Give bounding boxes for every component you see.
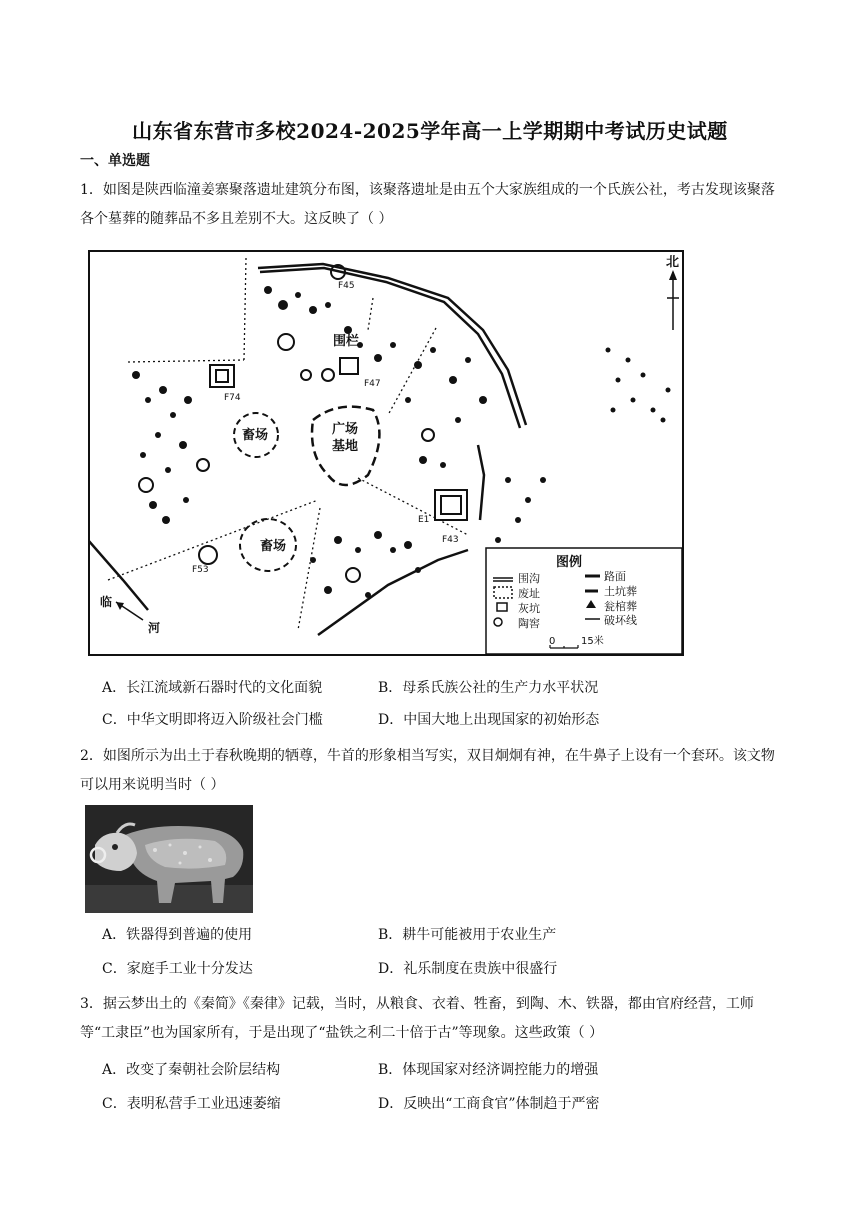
page-title: 山东省东营市多校2024-2025学年高一上学期期中考试历史试题 [132,119,728,143]
q2-option-b[interactable]: B．耕牛可能被用于农业生产 [378,927,557,943]
label-f74: F74 [224,393,241,403]
label-river-1: 临 [100,595,113,609]
svg-text:0: 0 [549,636,556,647]
q2-option-c[interactable]: C．家庭手工业十分发达 [102,961,253,977]
section-heading: 一、单选题 [80,153,150,169]
svg-text:瓮棺葬: 瓮棺葬 [604,600,637,613]
q2-option-d[interactable]: D．礼乐制度在贵族中很盛行 [378,961,558,977]
svg-text:路面: 路面 [604,570,626,583]
label-plaza-2: 基地 [332,439,359,454]
label-f53: F53 [192,565,209,575]
svg-text:土坑葬: 土坑葬 [604,585,637,598]
label-f47: F47 [364,379,381,389]
svg-text:灰坑: 灰坑 [518,602,540,615]
svg-text:围沟: 围沟 [518,572,540,585]
q3-option-b[interactable]: B．体现国家对经济调控能力的增强 [378,1062,599,1078]
map-legend [486,548,682,654]
label-pen-1: 畜场 [242,428,269,443]
q1-option-c[interactable]: C．中华文明即将迈入阶级社会门槛 [102,712,323,728]
q1-option-a[interactable]: A．长江流域新石器时代的文化面貌 [102,680,323,696]
svg-text:15米: 15米 [581,636,604,647]
q1-option-b[interactable]: B．母系氏族公社的生产力水平状况 [378,680,599,696]
ox-zun-bronze-photo [85,805,253,913]
settlement-map-figure [88,250,684,656]
svg-text:废址: 废址 [518,587,540,600]
q2-option-a[interactable]: A．铁器得到普遍的使用 [102,927,253,943]
q1-option-d[interactable]: D．中国大地上出现国家的初始形态 [378,712,600,728]
label-pen-2: 畜场 [260,539,287,554]
label-river-2: 河 [148,621,161,635]
label-plaza-1: 广场 [332,422,359,437]
q3-option-d[interactable]: D．反映出“工商食官”体制趋于严密 [378,1096,600,1112]
q3-option-c[interactable]: C．表明私营手工业迅速萎缩 [102,1096,281,1112]
label-f45: F45 [338,281,355,291]
label-weilan: 围栏 [333,334,360,349]
svg-text:图例: 图例 [556,555,583,570]
svg-text:北: 北 [666,255,680,270]
question-1-stem: 1．如图是陕西临潼姜寨聚落遗址建筑分布图，该聚落遗址是由五个大家族组成的一个氏族公社，考古发现该聚落各个墓葬的随葬品不多且差别不大。这反映了（ ） [80,182,775,227]
label-f43: F43 [442,535,459,545]
label-e1: E1 [418,515,430,525]
q3-option-a[interactable]: A．改变了秦朝社会阶层结构 [102,1062,281,1078]
svg-text:陶窖: 陶窖 [518,617,540,630]
question-2-stem: 2．如图所示为出土于春秋晚期的牺尊，牛首的形象相当写实，双目炯炯有神，在牛鼻子上设有一个套环。该文物可以用来说明当时（ ） [80,748,775,793]
north-arrow-icon [658,250,688,340]
question-3-stem: 3．据云梦出土的《秦简》《秦律》记载，当时，从粮食、衣着、牲畜，到陶、木、铁器，都由官府经营，工师等“工隶臣”也为国家所有，于是出现了“盐铁之利二十倍于古”等现象。这些政策（ ） [80,996,754,1041]
svg-text:破坏线: 破坏线 [604,614,637,627]
